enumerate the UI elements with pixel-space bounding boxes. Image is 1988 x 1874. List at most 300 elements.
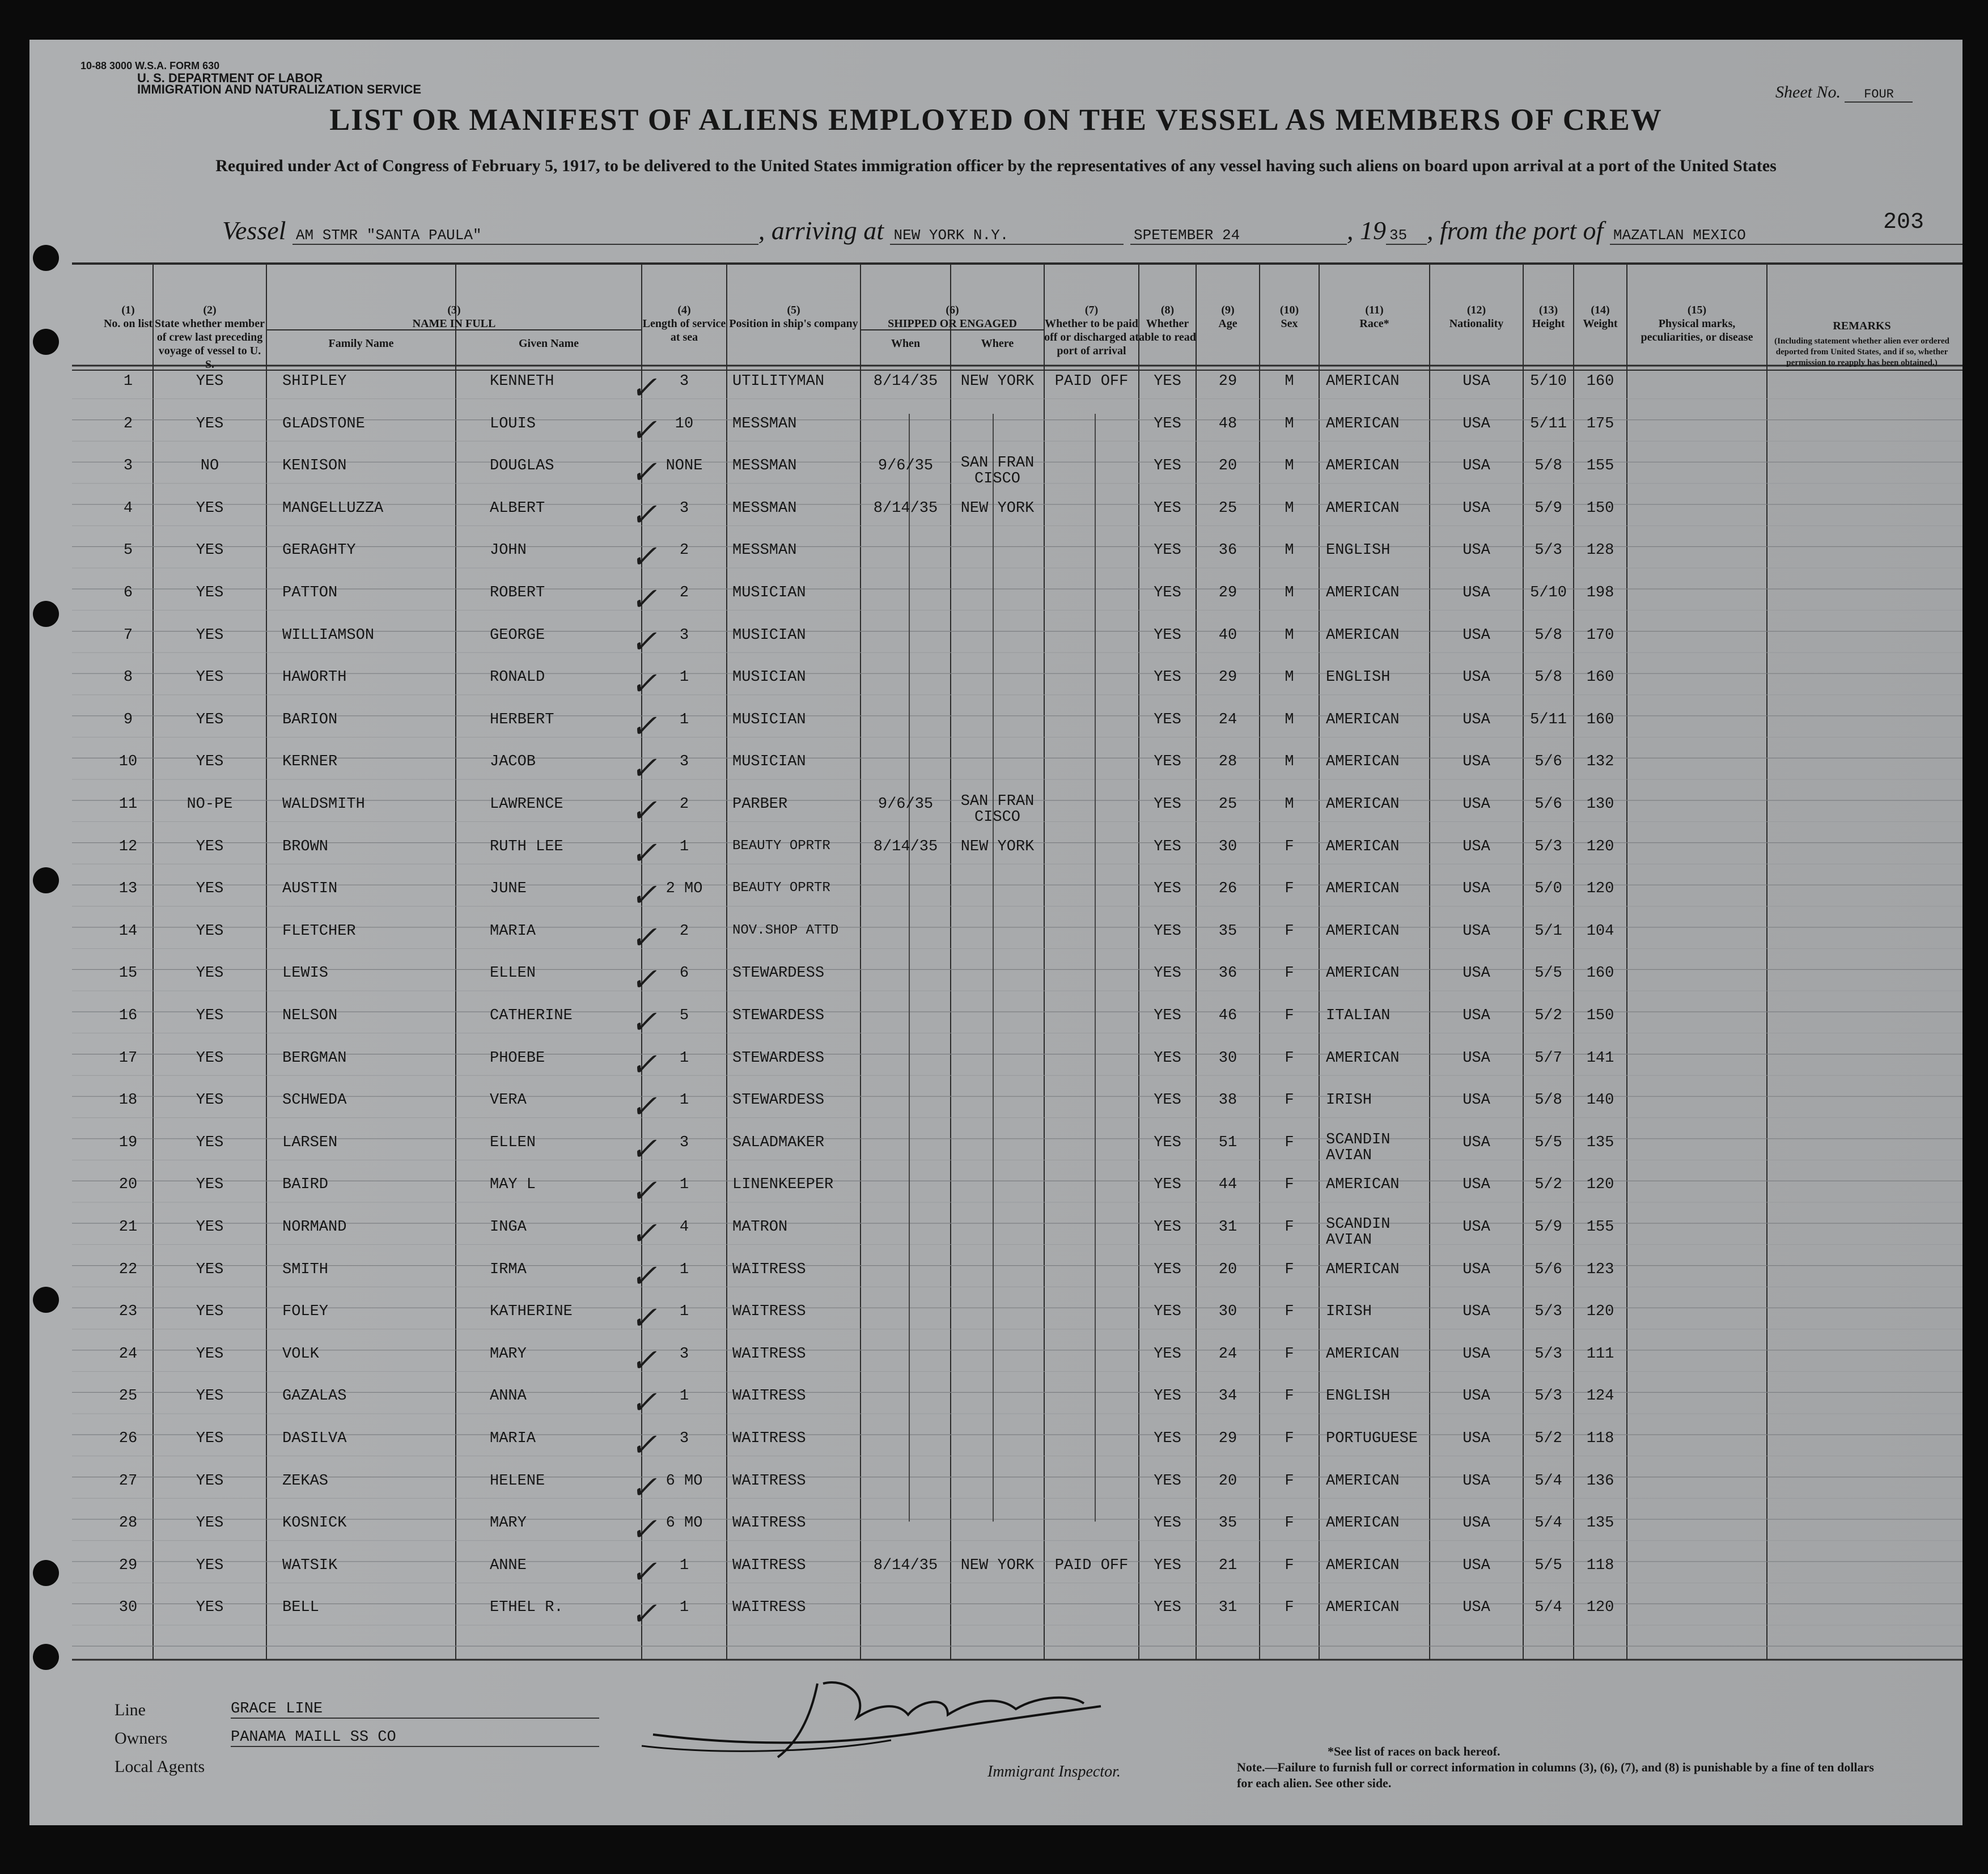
- cell-nat: USA: [1463, 1219, 1490, 1236]
- column-number: (13): [1538, 304, 1558, 316]
- cell-age: 28: [1218, 753, 1237, 771]
- cell-height: 5/6: [1535, 796, 1562, 813]
- cell-position: MUSICIAN: [732, 626, 806, 644]
- cell-family: FOLEY: [282, 1303, 329, 1321]
- cell-nat: USA: [1463, 1007, 1490, 1024]
- header-remarks: [1767, 319, 1957, 336]
- cell-service: 1: [679, 838, 689, 855]
- cell-race: AMERICAN: [1326, 1049, 1400, 1067]
- cell-service: NONE: [666, 457, 703, 475]
- cell-when: 8/14/35: [873, 1557, 938, 1574]
- cell-given: MARY: [490, 1345, 527, 1363]
- cell-service: 6 MO: [666, 1515, 703, 1532]
- cell-height: 5/6: [1535, 1261, 1562, 1278]
- cell-height: 5/10: [1530, 373, 1567, 390]
- sheet-number-label: Sheet No.: [1775, 83, 1841, 101]
- cell-position: STEWARDESS: [732, 1092, 825, 1109]
- cell-nat: USA: [1463, 1303, 1490, 1321]
- header-col-weight: [1574, 303, 1627, 349]
- cell-sex: F: [1285, 1388, 1294, 1405]
- cell-no: 9: [123, 711, 133, 728]
- cell-read: YES: [1154, 1515, 1181, 1532]
- cell-read: YES: [1154, 1007, 1181, 1024]
- cell-position: WAITRESS: [732, 1515, 806, 1532]
- cell-weight: 104: [1586, 922, 1614, 940]
- cell-read: YES: [1154, 373, 1181, 390]
- cell-height: 5/3: [1535, 1345, 1562, 1363]
- column-label: Weight: [1583, 317, 1618, 330]
- cell-weight: 128: [1586, 542, 1614, 559]
- cell-height: 5/2: [1535, 1007, 1562, 1024]
- cell-weight: 160: [1586, 373, 1614, 390]
- cell-position: STEWARDESS: [732, 1007, 825, 1024]
- cell-read: YES: [1154, 415, 1181, 433]
- cell-race: IRISH: [1326, 1092, 1372, 1109]
- cell-weight: 123: [1586, 1261, 1614, 1278]
- cell-no: 7: [123, 626, 133, 644]
- cell-no: 18: [118, 1092, 138, 1109]
- cell-height: 5/3: [1535, 542, 1562, 559]
- cell-position: MUSICIAN: [732, 584, 806, 601]
- cell-position: SALADMAKER: [732, 1134, 825, 1151]
- cell-given: KENNETH: [490, 373, 554, 390]
- cell-service: 3: [679, 1134, 689, 1151]
- header-col-sex: [1260, 303, 1319, 349]
- cell-prev: YES: [196, 1007, 224, 1024]
- column-label: No. on list: [103, 317, 153, 330]
- cell-no: 24: [118, 1345, 138, 1363]
- cell-nat: USA: [1463, 1049, 1490, 1067]
- cell-age: 48: [1218, 415, 1237, 433]
- cell-weight: 160: [1586, 965, 1614, 982]
- inspector-label: Immigrant Inspector.: [987, 1763, 1121, 1780]
- cell-age: 46: [1218, 1007, 1237, 1024]
- cell-given: MARIA: [490, 1430, 536, 1447]
- cell-age: 34: [1218, 1388, 1237, 1405]
- cell-family: NORMAND: [282, 1219, 347, 1236]
- cell-race: AMERICAN: [1326, 838, 1400, 855]
- cell-no: 23: [118, 1303, 138, 1321]
- header-family-name: [266, 337, 456, 359]
- check-mark-icon: ✓: [630, 877, 657, 914]
- cell-height: 5/3: [1535, 1303, 1562, 1321]
- cell-read: YES: [1154, 711, 1181, 728]
- cell-weight: 160: [1586, 711, 1614, 728]
- cell-nat: USA: [1463, 669, 1490, 686]
- cell-sex: M: [1285, 457, 1294, 475]
- cell-no: 6: [123, 584, 133, 601]
- cell-given: INGA: [490, 1219, 527, 1236]
- cell-given: ROBERT: [490, 584, 545, 601]
- cell-race: AMERICAN: [1326, 1472, 1400, 1490]
- vessel-name: AM STMR "SANTA PAULA": [293, 227, 758, 245]
- manifest-sheet: [29, 40, 1962, 1825]
- cell-nat: USA: [1463, 457, 1490, 475]
- cell-given: HELENE: [490, 1472, 545, 1490]
- header-where: [951, 337, 1044, 359]
- check-mark-icon: ✓: [630, 1596, 657, 1633]
- cell-family: BERGMAN: [282, 1049, 347, 1067]
- cell-nat: USA: [1463, 753, 1490, 771]
- cell-nat: USA: [1463, 1176, 1490, 1194]
- cell-prev: YES: [196, 1599, 224, 1617]
- cell-sex: M: [1285, 796, 1294, 813]
- cell-service: 1: [679, 1176, 689, 1194]
- cell-height: 5/5: [1535, 1557, 1562, 1574]
- cell-race: AMERICAN: [1326, 415, 1400, 433]
- cell-read: YES: [1154, 753, 1181, 771]
- header-col-read: [1139, 303, 1196, 366]
- check-mark-icon: ✓: [630, 1469, 657, 1506]
- cell-age: 24: [1218, 711, 1237, 728]
- column-label: Sex: [1281, 317, 1298, 330]
- cell-service: 1: [679, 1049, 689, 1067]
- cell-sex: F: [1285, 1176, 1294, 1194]
- cell-family: SHIPLEY: [282, 373, 347, 390]
- cell-nat: USA: [1463, 1345, 1490, 1363]
- cell-no: 29: [118, 1557, 138, 1574]
- cell-race: PORTUGUESE: [1326, 1430, 1418, 1447]
- cell-weight: 135: [1586, 1134, 1614, 1151]
- check-mark-icon: ✓: [630, 581, 657, 618]
- cell-prev: NO-PE: [186, 796, 233, 813]
- check-mark-icon: ✓: [630, 539, 657, 576]
- cell-no: 14: [118, 922, 138, 940]
- cell-no: 13: [118, 880, 138, 898]
- check-mark-icon: ✓: [630, 496, 657, 533]
- cell-sex: F: [1285, 1599, 1294, 1617]
- cell-family: KOSNICK: [282, 1515, 347, 1532]
- cell-nat: USA: [1463, 542, 1490, 559]
- agents-label: Local Agents: [115, 1757, 205, 1776]
- cell-age: 35: [1218, 1515, 1237, 1532]
- cell-position: NOV.SHOP ATTD: [732, 922, 839, 938]
- cell-age: 31: [1218, 1599, 1237, 1617]
- cell-race: AMERICAN: [1326, 1599, 1400, 1617]
- cell-read: YES: [1154, 457, 1181, 475]
- cell-read: YES: [1154, 796, 1181, 813]
- from-label: , from the port of: [1426, 216, 1604, 245]
- cell-given: RUTH LEE: [490, 838, 563, 855]
- check-mark-icon: ✓: [630, 834, 657, 872]
- cell-family: KERNER: [282, 753, 338, 771]
- cell-prev: YES: [196, 1515, 224, 1532]
- cell-family: NELSON: [282, 1007, 338, 1024]
- cell-weight: 170: [1586, 626, 1614, 644]
- cell-nat: USA: [1463, 1557, 1490, 1574]
- cell-prev: YES: [196, 1176, 224, 1194]
- cell-age: 25: [1218, 796, 1237, 813]
- cell-given: IRMA: [490, 1261, 527, 1278]
- cell-nat: USA: [1463, 1472, 1490, 1490]
- cell-when: 8/14/35: [873, 499, 938, 517]
- cell-where: NEW YORK: [960, 1557, 1035, 1574]
- cell-sex: F: [1285, 838, 1294, 855]
- cell-family: LEWIS: [282, 965, 329, 982]
- cell-height: 5/11: [1530, 711, 1567, 728]
- cell-sex: F: [1285, 922, 1294, 940]
- cell-sex: F: [1285, 1345, 1294, 1363]
- cell-weight: 118: [1586, 1430, 1614, 1447]
- cell-sex: F: [1285, 1007, 1294, 1024]
- cell-no: 25: [118, 1388, 138, 1405]
- cell-age: 20: [1218, 1261, 1237, 1278]
- cell-position: WAITRESS: [732, 1557, 806, 1574]
- cell-given: HERBERT: [490, 711, 554, 728]
- cell-given: VERA: [490, 1092, 527, 1109]
- cell-sex: F: [1285, 1515, 1294, 1532]
- cell-service: 5: [679, 1007, 689, 1024]
- form-number: 10-88 3000 W.S.A. FORM 630: [80, 60, 220, 71]
- column-number: (12): [1466, 304, 1486, 316]
- check-mark-icon: ✓: [630, 707, 657, 745]
- binder-hole: [33, 1644, 59, 1670]
- cell-prev: YES: [196, 584, 224, 601]
- cell-read: YES: [1154, 542, 1181, 559]
- cell-no: 2: [123, 415, 133, 433]
- cell-height: 5/5: [1535, 965, 1562, 982]
- cell-no: 19: [118, 1134, 138, 1151]
- cell-sex: M: [1285, 499, 1294, 517]
- cell-given: ALBERT: [490, 499, 545, 517]
- check-mark-icon: ✓: [630, 1511, 657, 1549]
- sheet-number-value: FOUR: [1845, 87, 1913, 103]
- line-value: GRACE LINE: [231, 1701, 599, 1719]
- cell-position: MESSMAN: [732, 457, 797, 475]
- cell-height: 5/2: [1535, 1176, 1562, 1194]
- cell-race: AMERICAN: [1326, 1515, 1400, 1532]
- cell-sex: F: [1285, 1219, 1294, 1236]
- cell-service: 10: [675, 415, 694, 433]
- cell-race: AMERICAN: [1326, 711, 1400, 728]
- check-mark-icon: ✓: [630, 665, 657, 703]
- cell-service: 1: [679, 1092, 689, 1109]
- cell-family: DASILVA: [282, 1430, 347, 1447]
- cell-given: KATHERINE: [490, 1303, 573, 1321]
- cell-no: 3: [123, 457, 133, 475]
- cell-sex: F: [1285, 1557, 1294, 1574]
- cell-nat: USA: [1463, 1515, 1490, 1532]
- cell-prev: YES: [196, 415, 224, 433]
- cell-given: ANNA: [490, 1388, 527, 1405]
- cell-family: PATTON: [282, 584, 338, 601]
- column-label: When: [891, 337, 921, 350]
- cell-when: 8/14/35: [873, 373, 938, 390]
- cell-age: 38: [1218, 1092, 1237, 1109]
- cell-age: 29: [1218, 373, 1237, 390]
- column-number: (4): [677, 304, 691, 316]
- cell-sex: F: [1285, 1303, 1294, 1321]
- column-label: NAME IN FULL: [412, 317, 496, 330]
- cell-race: AMERICAN: [1326, 626, 1400, 644]
- cell-given: MARY: [490, 1515, 527, 1532]
- cell-given: MARIA: [490, 922, 536, 940]
- column-label: Whether able to read: [1139, 317, 1196, 344]
- cell-height: 5/6: [1535, 753, 1562, 771]
- cell-height: 5/4: [1535, 1599, 1562, 1617]
- cell-prev: YES: [196, 1472, 224, 1490]
- check-mark-icon: ✓: [630, 1173, 657, 1210]
- cell-race: SCANDIN AVIAN: [1326, 1216, 1391, 1249]
- cell-height: 5/4: [1535, 1515, 1562, 1532]
- cell-sex: F: [1285, 1472, 1294, 1490]
- cell-family: FLETCHER: [282, 922, 356, 940]
- cell-read: YES: [1154, 1176, 1181, 1194]
- cell-given: ANNE: [490, 1557, 527, 1574]
- check-mark-icon: ✓: [630, 961, 657, 999]
- cell-position: UTILITYMAN: [732, 373, 825, 390]
- cell-race: SCANDIN AVIAN: [1326, 1131, 1391, 1164]
- cell-nat: USA: [1463, 711, 1490, 728]
- cell-race: AMERICAN: [1326, 1261, 1400, 1278]
- cell-prev: YES: [196, 838, 224, 855]
- cell-read: YES: [1154, 584, 1181, 601]
- cell-prev: YES: [196, 669, 224, 686]
- cell-race: AMERICAN: [1326, 965, 1400, 982]
- cell-prev: YES: [196, 1388, 224, 1405]
- column-number: (9): [1221, 304, 1235, 316]
- cell-sex: M: [1285, 711, 1294, 728]
- cell-prev: YES: [196, 499, 224, 517]
- cell-race: AMERICAN: [1326, 1345, 1400, 1363]
- owners-label: Owners: [115, 1729, 168, 1748]
- cell-read: YES: [1154, 880, 1181, 898]
- cell-family: ZEKAS: [282, 1472, 329, 1490]
- cell-service: 2: [679, 542, 689, 559]
- cell-no: 22: [118, 1261, 138, 1278]
- cell-prev: YES: [196, 1219, 224, 1236]
- column-label: Position in ship's company: [729, 317, 858, 330]
- cell-no: 26: [118, 1430, 138, 1447]
- cell-no: 30: [118, 1599, 138, 1617]
- cell-family: GLADSTONE: [282, 415, 365, 433]
- binder-hole: [33, 329, 59, 355]
- cell-position: BEAUTY OPRTR: [732, 880, 830, 896]
- cell-weight: 160: [1586, 669, 1614, 686]
- cell-nat: USA: [1463, 838, 1490, 855]
- cell-sex: F: [1285, 1430, 1294, 1447]
- cell-read: YES: [1154, 838, 1181, 855]
- page-subtitle: Required under Act of Congress of February 5, 1917, to be delivered to the United States immigration officer by the representatives of any vessel having such aliens on board upon arrival at a port of the United States: [215, 156, 1777, 175]
- cell-no: 20: [118, 1176, 138, 1194]
- cell-read: YES: [1154, 965, 1181, 982]
- column-label: (Including statement whether alien ever ordered deported from United States, and if so, whether permission to reapply has been obtained.): [1774, 337, 1949, 367]
- cell-family: LARSEN: [282, 1134, 338, 1151]
- cell-position: WAITRESS: [732, 1261, 806, 1278]
- cell-family: AUSTIN: [282, 880, 338, 898]
- header-remarks-note: [1767, 336, 1957, 398]
- cell-service: 2: [679, 922, 689, 940]
- cell-family: MANGELLUZZA: [282, 499, 384, 517]
- cell-service: 2: [679, 584, 689, 601]
- cell-race: AMERICAN: [1326, 584, 1400, 601]
- cell-sex: M: [1285, 626, 1294, 644]
- cell-prev: YES: [196, 626, 224, 644]
- cell-no: 1: [123, 373, 133, 390]
- check-mark-icon: ✓: [630, 750, 657, 787]
- cell-weight: 132: [1586, 753, 1614, 771]
- check-mark-icon: ✓: [630, 412, 657, 449]
- cell-service: 3: [679, 1345, 689, 1363]
- cell-family: BARION: [282, 711, 338, 728]
- cell-service: 3: [679, 626, 689, 644]
- check-mark-icon: ✓: [630, 1553, 657, 1591]
- cell-race: ENGLISH: [1326, 1388, 1391, 1405]
- cell-height: 5/8: [1535, 1092, 1562, 1109]
- cell-nat: USA: [1463, 584, 1490, 601]
- cell-nat: USA: [1463, 373, 1490, 390]
- arrival-date: SPETEMBER 24: [1130, 227, 1347, 245]
- cell-prev: YES: [196, 1303, 224, 1321]
- cell-position: MESSMAN: [732, 542, 797, 559]
- cell-sex: F: [1285, 965, 1294, 982]
- cell-height: 5/3: [1535, 838, 1562, 855]
- cell-age: 29: [1218, 1430, 1237, 1447]
- cell-age: 40: [1218, 626, 1237, 644]
- cell-height: 5/0: [1535, 880, 1562, 898]
- cell-given: ELLEN: [490, 1134, 536, 1151]
- check-mark-icon: ✓: [630, 1384, 657, 1422]
- column-number: (6): [946, 304, 959, 316]
- cell-service: 6: [679, 965, 689, 982]
- cell-read: YES: [1154, 1049, 1181, 1067]
- cell-position: MUSICIAN: [732, 753, 806, 771]
- header-col-nationality: [1430, 303, 1523, 349]
- cell-weight: 124: [1586, 1388, 1614, 1405]
- cell-weight: 175: [1586, 415, 1614, 433]
- cell-weight: 136: [1586, 1472, 1614, 1490]
- cell-position: MESSMAN: [732, 415, 797, 433]
- cell-read: YES: [1154, 1092, 1181, 1109]
- cell-service: 3: [679, 1430, 689, 1447]
- cell-race: AMERICAN: [1326, 922, 1400, 940]
- cell-height: 5/2: [1535, 1430, 1562, 1447]
- cell-height: 5/9: [1535, 499, 1562, 517]
- cell-prev: NO: [200, 457, 219, 475]
- cell-position: WAITRESS: [732, 1388, 806, 1405]
- cell-sex: M: [1285, 753, 1294, 771]
- check-mark-icon: ✓: [630, 623, 657, 660]
- cell-height: 5/8: [1535, 457, 1562, 475]
- cell-given: RONALD: [490, 669, 545, 686]
- cell-family: KENISON: [282, 457, 347, 475]
- cell-weight: 111: [1586, 1345, 1614, 1363]
- cell-position: WAITRESS: [732, 1599, 806, 1617]
- cell-read: YES: [1154, 1219, 1181, 1236]
- cell-read: YES: [1154, 499, 1181, 517]
- cell-age: 20: [1218, 1472, 1237, 1490]
- cell-read: YES: [1154, 1599, 1181, 1617]
- cell-where: SAN FRAN CISCO: [960, 793, 1035, 826]
- cell-nat: USA: [1463, 626, 1490, 644]
- cell-race: AMERICAN: [1326, 753, 1400, 771]
- cell-race: AMERICAN: [1326, 457, 1400, 475]
- column-label: Whether to be paid off or discharged at port of arrival: [1044, 317, 1139, 357]
- cell-prev: YES: [196, 542, 224, 559]
- agents-field: [115, 1757, 205, 1777]
- column-number: (10): [1279, 304, 1299, 316]
- cell-given: CATHERINE: [490, 1007, 573, 1024]
- cell-sex: M: [1285, 584, 1294, 601]
- cell-nat: USA: [1463, 499, 1490, 517]
- check-mark-icon: ✓: [630, 1130, 657, 1168]
- check-mark-icon: ✓: [630, 1046, 657, 1083]
- cell-age: 21: [1218, 1557, 1237, 1574]
- cell-weight: 140: [1586, 1092, 1614, 1109]
- cell-no: 27: [118, 1472, 138, 1490]
- column-label: Race*: [1359, 317, 1389, 330]
- cell-height: 5/9: [1535, 1219, 1562, 1236]
